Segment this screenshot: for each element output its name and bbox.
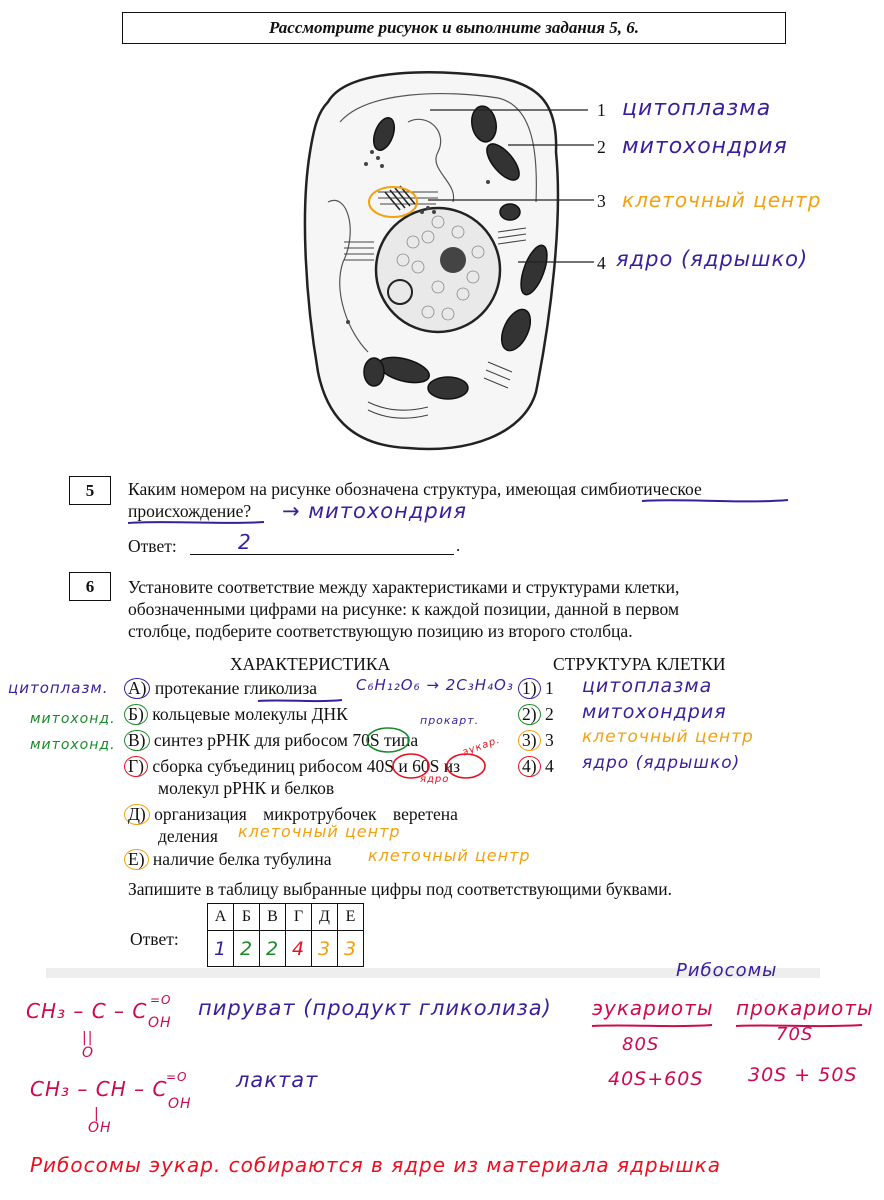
notes-euk-value: 80S [622, 1034, 660, 1055]
lactate-oh: OH [88, 1120, 112, 1136]
q5-answer-label: Ответ: [128, 536, 177, 556]
table-answer-cell: 1 [208, 931, 234, 967]
q6-item-c: В) синтез рРНК для рибосом 70S типа [124, 729, 418, 751]
q6-hw-structure-2: митохондрия [582, 701, 727, 723]
table-header-cell: В [260, 904, 286, 931]
notes-prok-sub: 30S + 50S [748, 1064, 858, 1086]
note-d: клеточный центр [238, 822, 401, 841]
pyruvate-double-bond: || [82, 1030, 94, 1046]
q5-answer-period: . [456, 536, 461, 555]
q6-hw-structure-3: клеточный центр [582, 727, 754, 747]
q6-structure-2: 2) 2 [518, 703, 554, 725]
q6-item-a: А) протекание гликолиза [124, 677, 317, 699]
notes-euk-sub: 40S+60S [608, 1068, 704, 1090]
notes-prok-value: 70S [776, 1024, 814, 1045]
table-header-cell: Д [312, 904, 338, 931]
q6-item-e-cont: деления [158, 826, 218, 846]
q6-number-box: 6 [69, 572, 111, 601]
hw-label-3: клеточный центр [622, 188, 822, 212]
note-yadr: ядро [420, 774, 450, 785]
q6-answer-label: Ответ: [130, 929, 179, 949]
table-header-cell: Б [234, 904, 260, 931]
q6-item-b: Б) кольцевые молекулы ДНК [124, 703, 348, 725]
q6-structure-4: 4) 4 [518, 755, 554, 777]
pyruvate-o-label: =O [150, 993, 172, 1007]
header-title: Рассмотрите рисунок и выполните задания 5, 6. [122, 12, 786, 44]
q6-hw-structure-4: ядро (ядрышко) [582, 753, 741, 773]
q5-number-box: 5 [69, 476, 111, 505]
q6-text-line2: обозначенными цифрами на рисунке: к каждой позиции, данной в первом [128, 599, 680, 619]
notes-prokaryotes: прокариоты [736, 996, 874, 1020]
pyruvate-oh: OH [148, 1015, 172, 1031]
q5-text-line2: происхождение? [128, 501, 252, 521]
note-euk: эукар. [461, 734, 502, 759]
table-header-row [208, 904, 364, 931]
q6-70s-circle [364, 726, 414, 756]
table-answer-cell: 4 [286, 931, 312, 967]
note-e: клеточный центр [368, 846, 531, 865]
q5-text-line1: Каким номером на рисунке обозначена структура, имеющая симбиотическое [128, 479, 702, 499]
table-header-cell: А [208, 904, 234, 931]
hw-label-1: цитоплазма [622, 96, 772, 121]
q6-item-d-cont: молекул рРНК и белков [158, 778, 335, 798]
lactate-o-label: =O [166, 1070, 188, 1084]
leader-lines [428, 100, 598, 270]
note-prokar: прокарт. [420, 714, 480, 727]
notes-bottom: Рибосомы эукар. собираются в ядре из материала ядрышка [30, 1153, 722, 1177]
q6-col2-header: СТРУКТУРА КЛЕТКИ [553, 654, 726, 674]
q6-col1-header: ХАРАКТЕРИСТИКА [230, 654, 391, 674]
notes-ribosomes-title: Рибосомы [676, 960, 778, 981]
q6-structure-1: 1) 1 [518, 677, 554, 699]
q6-answer-table [207, 903, 364, 967]
lactate-bond: | [94, 1106, 100, 1122]
q5-answer-line [190, 554, 454, 555]
eukaryotes-underline [590, 1022, 714, 1030]
q5-underline2 [126, 518, 266, 528]
pyruvate-formula: CH₃ – C – C [26, 999, 148, 1023]
margin-note-1: цитоплазм. [8, 679, 109, 697]
table-answer-cell: 3 [338, 931, 364, 967]
table-header-cell: Г [286, 904, 312, 931]
q6-structure-3: 3) 3 [518, 729, 554, 751]
lactate-formula: CH₃ – CH – C [30, 1077, 168, 1101]
q6-text-line1: Установите соответствие между характеристиками и структурами клетки, [128, 577, 680, 597]
q6-instruction: Запишите в таблицу выбранные цифры под соответствующими буквами. [128, 879, 673, 899]
q6-item-e: Д) организация микротрубочек веретена [124, 803, 458, 825]
q6-item-f: Е) наличие белка тубулина [124, 848, 332, 870]
q6-text-line3: столбце, подберите соответствующую позицию из второго столбца. [128, 621, 633, 641]
margin-note-2: митохонд. [30, 711, 116, 727]
margin-note-3: митохонд. [30, 737, 116, 753]
glycolysis-equation: C₆H₁₂O₆ → 2C₃H₄O₃ [356, 676, 514, 694]
q5-underline [640, 496, 790, 506]
figure-label-3: 3 [597, 191, 606, 211]
figure-label-4: 4 [597, 253, 606, 273]
table-answer-cell: 3 [312, 931, 338, 967]
hw-label-2: митохондрия [622, 134, 788, 159]
notes-pyruvate: пируват (продукт гликолиза) [198, 996, 552, 1020]
lactate-oh-right: OH [168, 1096, 192, 1112]
q5-hw-note: → митохондрия [282, 499, 467, 523]
table-answer-row [208, 931, 364, 967]
hw-label-4: ядро (ядрышко) [616, 247, 809, 271]
table-header-cell: Е [338, 904, 364, 931]
q6-item-d: Г) сборка субъединиц рибосом 40S и 60S из [124, 755, 460, 777]
notes-lactate: лактат [236, 1068, 319, 1092]
pyruvate-o: O [82, 1045, 95, 1061]
figure-label-2: 2 [597, 137, 606, 157]
figure-label-1: 1 [597, 100, 606, 120]
notes-eukaryotes: эукариоты [592, 996, 714, 1020]
q6-hw-structure-1: цитоплазма [582, 675, 713, 697]
table-answer-cell: 2 [260, 931, 286, 967]
q5-answer-value: 2 [238, 530, 252, 554]
table-answer-cell: 2 [234, 931, 260, 967]
